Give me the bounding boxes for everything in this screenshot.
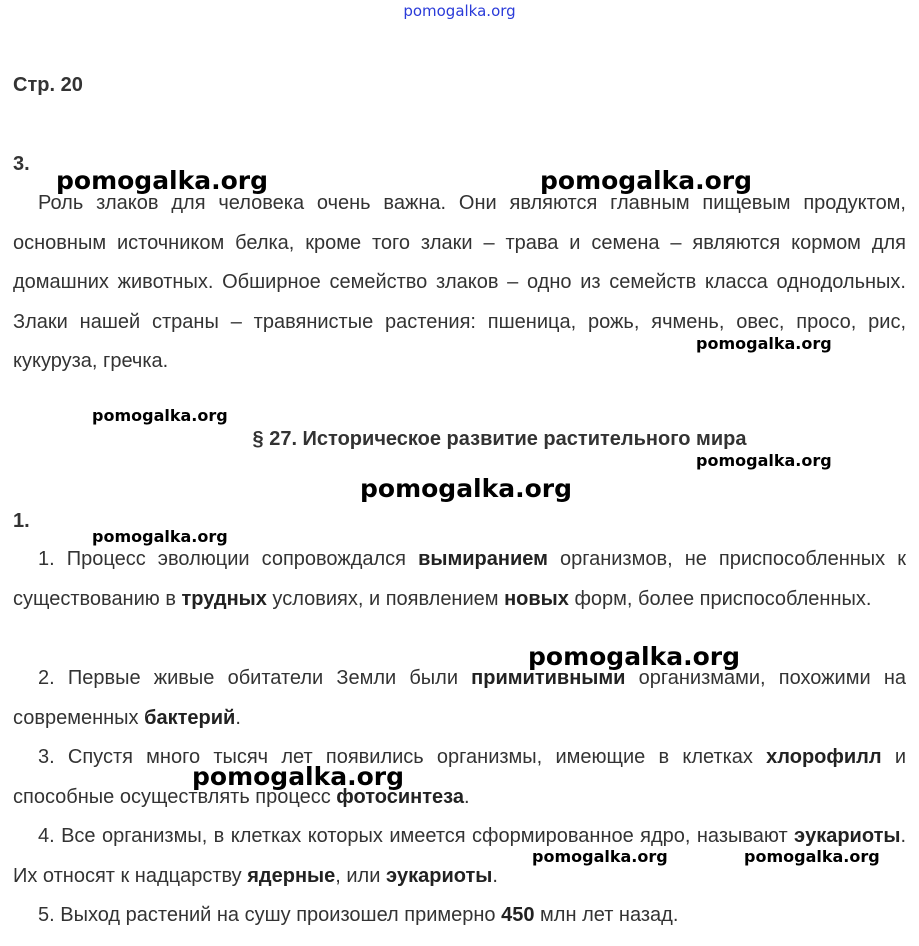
answer-keyword: трудных <box>181 587 267 610</box>
section-title: § 27. Историческое развитие растительного мира <box>252 428 747 450</box>
watermark: pomogalka.org <box>92 406 228 425</box>
answer-keyword: примитивными <box>471 667 626 689</box>
answer-item-1: 1. Процесс эволюции сопровождался вымиранием организмов, не приспособленных к существованию в трудных условиях, и появлением новых форм, более приспособленных. <box>13 548 906 610</box>
answer-item-3: 3. Спустя много тысяч лет появились организмы, имеющие в клетках хлорофилл и способные осуществлять процесс фотосинтеза. <box>13 746 906 808</box>
answer-item-4: 4. Все организмы, в клетках которых имеется сформированное ядро, называют эукариоты. Их относят к надцарству ядерные, или эукариоты. <box>13 825 906 887</box>
answer-keyword: 450 <box>501 904 535 926</box>
answer-item-5: 5. Выход растений на сушу произошел примерно 450 млн лет назад. <box>38 904 679 926</box>
answer-keyword: бактерий <box>144 706 236 729</box>
header-site-watermark: pomogalka.org <box>403 2 516 20</box>
watermark: pomogalka.org <box>744 847 880 866</box>
watermark: pomogalka.org <box>540 166 753 195</box>
watermark: pomogalka.org <box>696 451 832 470</box>
question-number-1: 1. <box>13 510 30 532</box>
answer-item-2: 2. Первые живые обитатели Земли были примитивными организмами, похожими на современных бактерий. <box>13 667 906 729</box>
answer-keyword: ядерные <box>247 864 336 887</box>
question-number-3: 3. <box>13 153 30 175</box>
answer-keyword: эукариоты <box>794 825 901 847</box>
watermark: pomogalka.org <box>56 166 269 195</box>
watermark: pomogalka.org <box>532 847 668 866</box>
watermark: pomogalka.org <box>528 642 741 671</box>
page-reference: Стр. 20 <box>13 74 83 96</box>
answer-keyword: эукариоты <box>385 864 493 887</box>
answer-keyword: фотосинтеза <box>336 785 464 808</box>
question-3-answer: Роль злаков для человека очень важна. Они являются главным пищевым продуктом, основным источником белка, кроме того злаки – трава и семена – являются кормом для домашних животных. Обширное семейство злаков – одно из семейств класса однодольных. Злаки нашей страны – травянистые растения: пшеница, рожь, ячмень, овес, просо, рис, кукуруза, гречка. <box>13 192 906 372</box>
answer-keyword: хлорофилл <box>766 746 882 768</box>
watermark: pomogalka.org <box>696 334 832 353</box>
watermark: pomogalka.org <box>360 474 573 503</box>
answer-keyword: новых <box>504 587 569 610</box>
answer-keyword: вымиранием <box>418 548 548 570</box>
watermark: pomogalka.org <box>192 762 405 791</box>
watermark: pomogalka.org <box>92 527 228 546</box>
